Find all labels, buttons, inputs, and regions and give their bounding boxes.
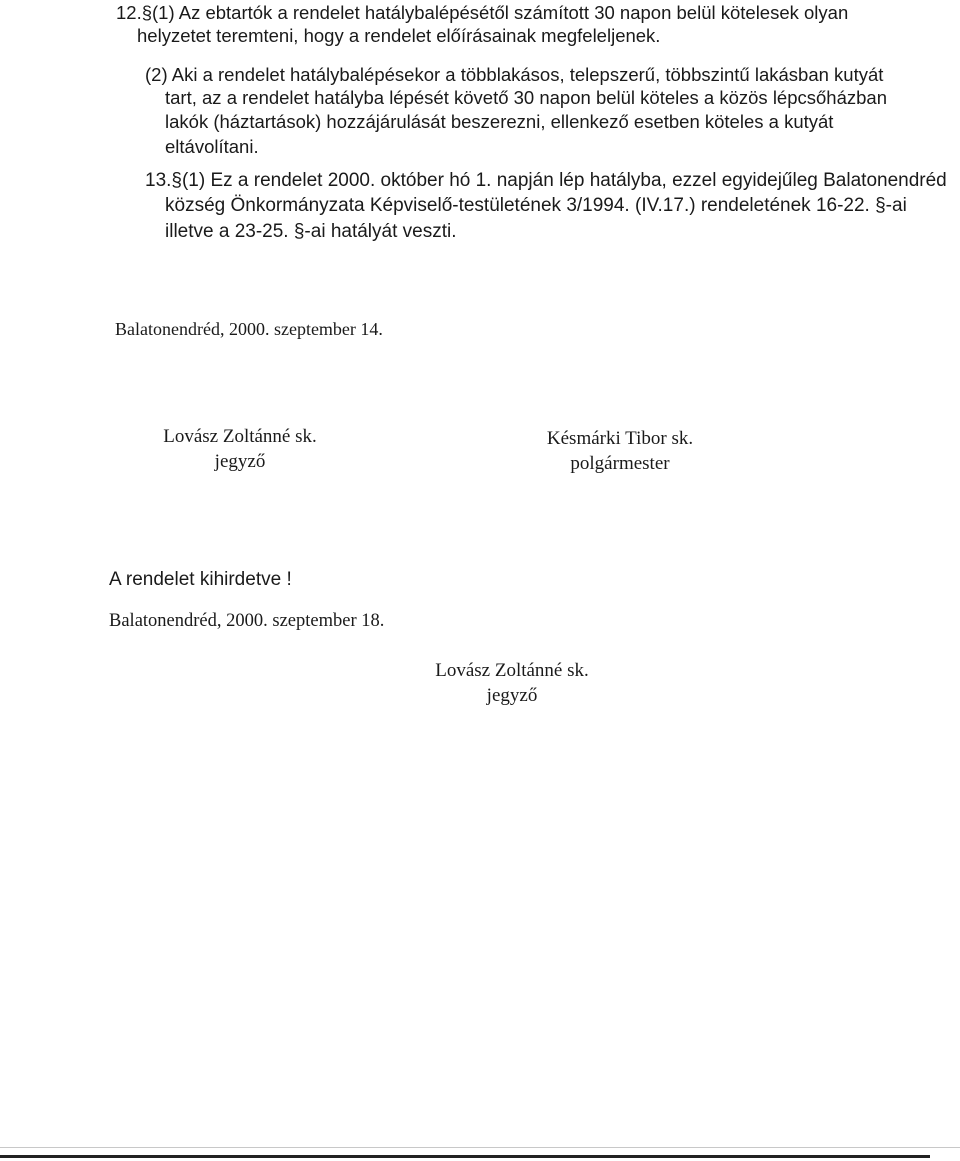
section-12-paragraph-2-line-2: tart, az a rendelet hatályba lépését követő 30 napon belül köteles a közös lépcsőházban: [165, 87, 887, 108]
final-notary-name: Lovász Zoltánné sk.: [435, 660, 589, 681]
final-notary-title: jegyző: [486, 685, 538, 706]
mayor-title: polgármester: [570, 453, 670, 474]
place-and-date-adopted: Balatonendréd, 2000. szeptember 14.: [115, 319, 383, 339]
footer-thick-rule: [0, 1155, 930, 1158]
place-and-date-announced: Balatonendréd, 2000. szeptember 18.: [109, 611, 385, 631]
section-12-paragraph-1-line-2: helyzetet teremteni, hogy a rendelet előírásainak megfeleljenek.: [137, 25, 661, 46]
mayor-signature-block: [500, 426, 740, 476]
final-notary-signature-block: [392, 658, 632, 708]
section-13-line-2: község Önkormányzata Képviselő-testületének 3/1994. (IV.17.) rendeletének 16-22. §-ai: [165, 195, 907, 216]
notary-signature-block: [120, 424, 360, 474]
section-13-line-3: illetve a 23-25. §-ai hatályát veszti.: [165, 221, 457, 242]
mayor-name: Késmárki Tibor sk.: [546, 428, 694, 449]
section-12-paragraph-1-line-1: 12.§(1) Az ebtartók a rendelet hatálybalépésétől számított 30 napon belül kötelesek olyan: [116, 2, 849, 23]
notary-title: jegyző: [214, 451, 266, 472]
section-12-paragraph-2-line-1: (2) Aki a rendelet hatálybalépésekor a többlakásos, telepszerű, többszintű lakásban kutyát: [145, 64, 884, 85]
section-13-line-1: 13.§(1) Ez a rendelet 2000. október hó 1. napján lép hatályba, ezzel egyidejűleg Balatonendréd: [145, 170, 947, 191]
notary-name: Lovász Zoltánné sk.: [163, 426, 317, 447]
announcement-note: A rendelet kihirdetve !: [109, 569, 292, 590]
footer-thin-rule: [0, 1147, 960, 1148]
section-12-paragraph-2-line-4: eltávolítani.: [165, 136, 259, 157]
section-12-paragraph-2-line-3: lakók (háztartások) hozzájárulását beszerezni, ellenkező esetben köteles a kutyát: [165, 111, 834, 132]
